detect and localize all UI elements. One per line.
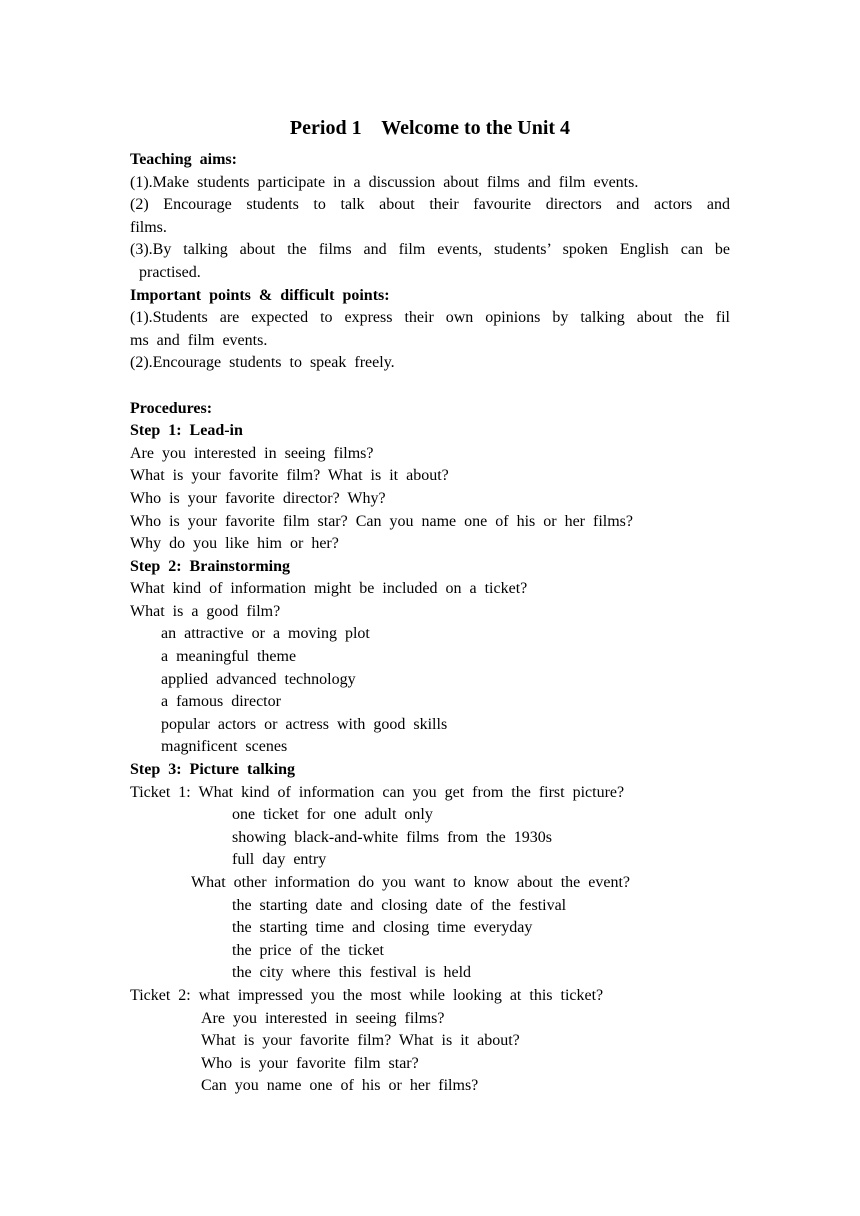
step-1-heading: Step 1: Lead-in — [130, 422, 243, 440]
good-film-item: magnificent scenes — [161, 738, 288, 756]
ticket-1-answer-2: the price of the ticket — [232, 941, 384, 959]
ticket-2-line: Can you name one of his or her films? — [201, 1077, 479, 1095]
step-1-line: Are you interested in seeing films? — [130, 444, 374, 462]
procedures-heading: Procedures: — [130, 399, 213, 417]
step-3-heading: Step 3: Picture talking — [130, 761, 296, 779]
good-film-item: applied advanced technology — [161, 670, 356, 688]
important-point-1-cont: ms and film events. — [130, 331, 268, 349]
ticket-2-question: Ticket 2: what impressed you the most while looking at this ticket? — [130, 986, 604, 1004]
spacer — [130, 375, 730, 398]
good-film-item: an attractive or a moving plot — [161, 625, 370, 643]
good-film-item: a famous director — [161, 693, 281, 711]
good-film-item: a meaningful theme — [161, 648, 297, 666]
important-points-heading: Important points & difficult points: — [130, 286, 390, 304]
ticket-1-answer: full day entry — [232, 851, 327, 869]
teaching-aim-3: (3).By talking about the films and film events, students’ spoken English can be — [130, 241, 730, 259]
step-1-line: Why do you like him or her? — [130, 535, 339, 553]
step-2-question: What kind of information might be included on a ticket? — [130, 580, 528, 598]
important-point-2: (2).Encourage students to speak freely. — [130, 354, 395, 372]
step-1-line: Who is your favorite film star? Can you name one of his or her films? — [130, 512, 633, 530]
ticket-1-answer: one ticket for one adult only — [232, 806, 433, 824]
teaching-aim-2-cont: films. — [130, 218, 167, 236]
step-1-line: What is your favorite film? What is it about? — [130, 467, 449, 485]
good-film-item: popular actors or actress with good skills — [161, 715, 448, 733]
step-1-line: Who is your favorite director? Why? — [130, 489, 386, 507]
ticket-2-line: Who is your favorite film star? — [201, 1054, 419, 1072]
ticket-2-line: What is your favorite film? What is it about? — [201, 1032, 520, 1050]
ticket-1-answer: showing black-and-white films from the 1930s — [232, 828, 552, 846]
document-body — [130, 149, 730, 1098]
teaching-aim-2: (2) Encourage students to talk about their favourite directors and actors and — [130, 196, 730, 214]
teaching-aims-heading: Teaching aims: — [130, 151, 237, 168]
ticket-1-question-2: What other information do you want to know about the event? — [191, 874, 631, 891]
ticket-1-answer-2: the starting date and closing date of the festival — [232, 896, 567, 914]
ticket-2-line: Are you interested in seeing films? — [201, 1009, 445, 1027]
page-title: Period 1 Welcome to the Unit 4 — [289, 117, 571, 139]
ticket-1-answer-2: the city where this festival is held — [232, 964, 472, 982]
step-2-question: What is a good film? — [130, 602, 281, 620]
ticket-1-question: Ticket 1: What kind of information can you get from the first picture? — [130, 783, 625, 801]
teaching-aim-1: (1).Make students participate in a discussion about films and film events. — [130, 173, 639, 191]
ticket-1-answer-2: the starting time and closing time everyday — [232, 919, 533, 937]
teaching-aim-3-cont: practised. — [139, 263, 201, 281]
step-2-heading: Step 2: Brainstorming — [130, 557, 290, 575]
important-point-1: (1).Students are expected to express their own opinions by talking about the fil — [130, 309, 730, 327]
